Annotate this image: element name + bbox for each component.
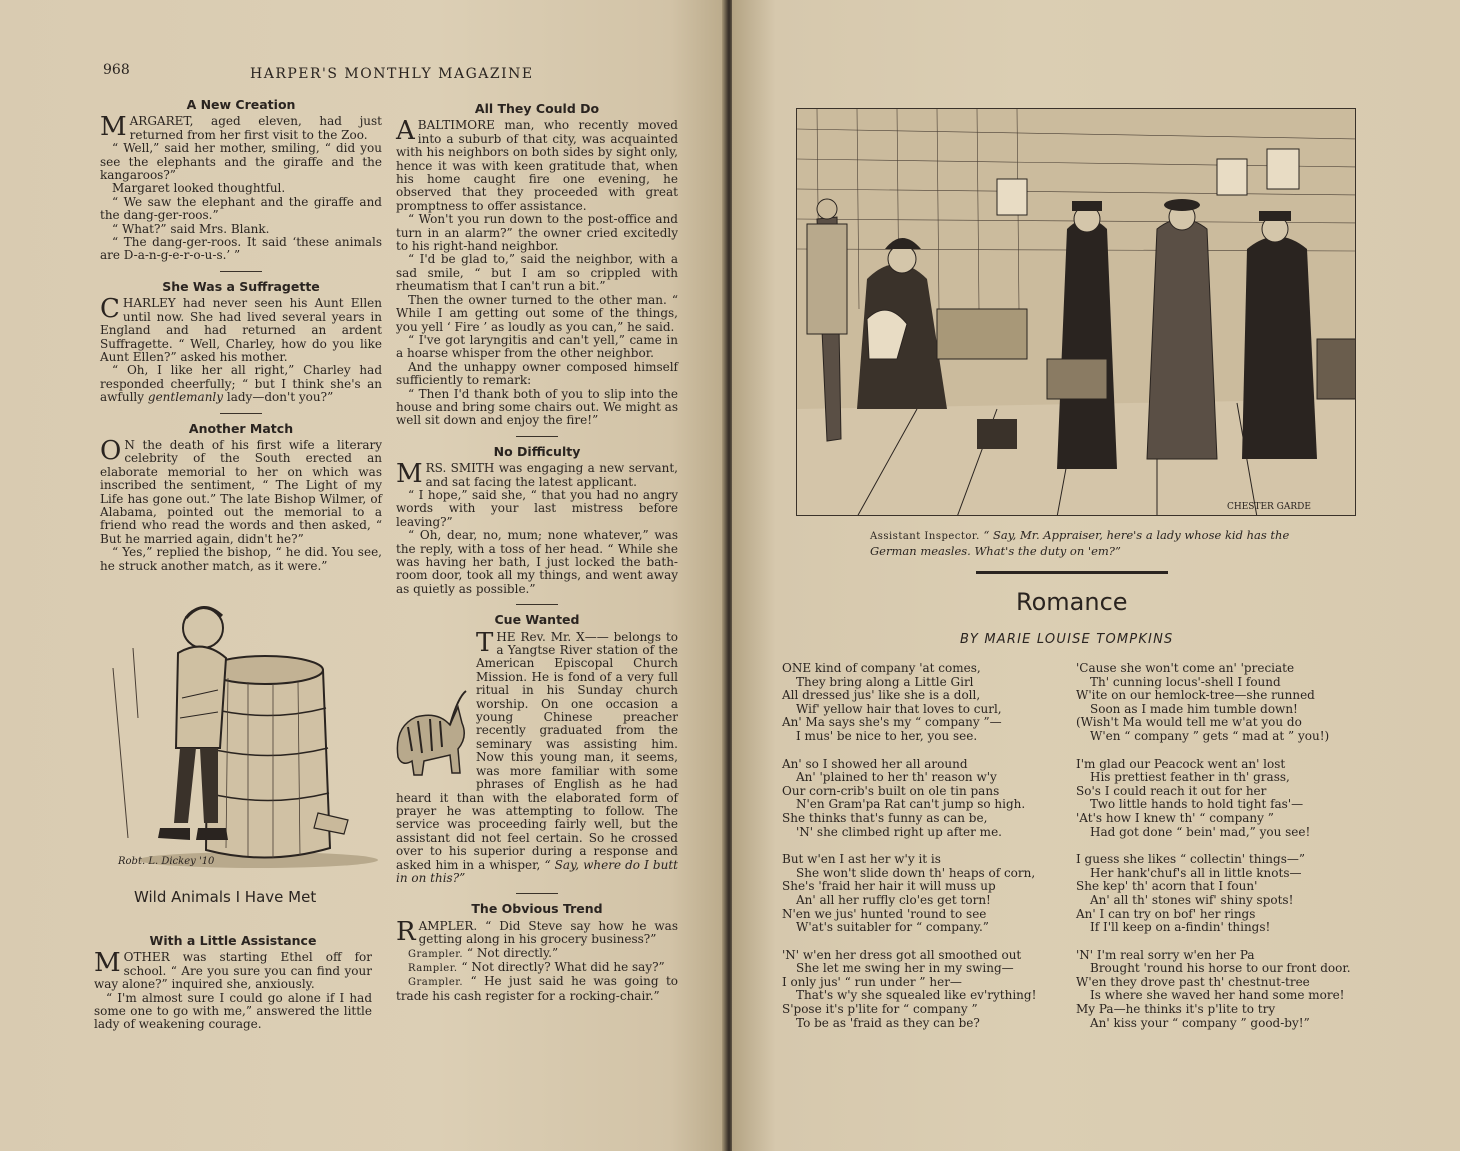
- speaker-name: Grampler.: [408, 977, 464, 989]
- paragraph: OTHER was starting Ethel off for school. “ Are you sure you can find your way alone?” inquired she, anxiously.: [94, 950, 372, 992]
- poem-line: ONE kind of company 'at comes,: [782, 661, 981, 675]
- poem-line: An' 'plained to her th' reason w'y: [796, 770, 997, 785]
- article-title: With a Little Assistance: [149, 933, 317, 948]
- poem-stanza: [1076, 949, 1356, 1031]
- drop-cap: R: [396, 916, 416, 947]
- poem-left-column: [782, 662, 1062, 1044]
- article-title: Another Match: [188, 420, 294, 436]
- paragraph: “ Oh, dear, no, mum; none whatever,” was the reply, with a toss of her head. “ While she was having her bath, I just locked the bath-room door, took all my things, and went away as quietly as possible.”: [396, 528, 678, 596]
- drop-cap: T: [476, 627, 494, 658]
- poem-line: She thinks that's funny as can be,: [782, 810, 988, 825]
- drop-cap: O: [100, 435, 122, 466]
- paragraph: HE Rev. Mr. X—— belongs to a Yangtse River station of the American Episcopal Church Mission. He is fond of a very full ritual in his Sunday church worship. On one occasion a young Chinese preacher recently graduated from the seminary was assisting him. Now this young man, it seems, was more familiar with some phrases of English as he had heard it than with the elaborated form of prayer he was attempting to follow. The service was proceeding fairly well, but the assistant did not feel certain. So he crossed over to his superior during a response and asked him in a whisper,: [396, 629, 678, 872]
- poem-line: That's w'y she squealed like ev'rything!: [796, 988, 1037, 1003]
- paragraph: “ Then I'd thank both of you to slip into the house and bring some chairs out. We might as well sit down and enjoy the fire!”: [396, 386, 678, 428]
- paragraph: Then the owner turned to the other man. “ While I am getting out some of the things, you yell ‘ Fire ’ as loudly as you can,” he said.: [396, 292, 678, 334]
- poem-line: An' all her ruffly clo'es get torn!: [796, 892, 991, 907]
- divider: [220, 413, 262, 414]
- section-rule: [976, 571, 1168, 574]
- poem-line: N'en we jus' hunted 'round to see: [782, 906, 987, 921]
- poem-line: W'ite on our hemlock-tree—she runned: [1076, 688, 1315, 703]
- article-title: Cue Wanted: [494, 612, 580, 628]
- page-number: 968: [103, 62, 130, 78]
- poem-line: So's I could reach it out for her: [1076, 783, 1267, 798]
- paragraph: BALTIMORE man, who recently moved into a suburb of that city, was acquainted with his neighbors on both sides by sight only, hence it was with keen gratitude that, when his home caught fire one evening, he observed that they proceeded with great promptness to offer assistance.: [396, 118, 678, 213]
- poem-right-column: [1076, 662, 1356, 1044]
- illustrator-signature: Robt. L. Dickey '10: [118, 856, 215, 867]
- masthead: HARPER'S MONTHLY MAGAZINE: [250, 66, 534, 82]
- paragraph: ARGARET, aged eleven, had just returned from her first visit to the Zoo.: [129, 114, 382, 142]
- poem-line: An' Ma says she's my “ company ”—: [782, 715, 1002, 730]
- poem-stanza: [1076, 758, 1356, 840]
- poem-stanza: [782, 949, 1062, 1031]
- dialogue: “ He just said he was going to trade his cash register for a rocking-chair.”: [396, 974, 678, 1003]
- illustration-caption: Wild Animals I Have Met: [134, 888, 317, 906]
- poem-stanza: [1076, 662, 1356, 744]
- poem-line: 'N' I'm real sorry w'en her Pa: [1076, 947, 1255, 962]
- paragraph: “ What?” said Mrs. Blank.: [112, 221, 270, 236]
- boy-barrel-illustration: [108, 598, 378, 883]
- paragraph: “ Won't you run down to the post-office and turn in an alarm?” the owner cried excitedly to his right-hand neighbor.: [396, 212, 678, 254]
- poem-line: Our corn-crib's built on ole tin pans: [782, 783, 1000, 798]
- poem-line: W'en they drove past th' chestnut-tree: [1076, 974, 1310, 989]
- poem-stanza: [782, 758, 1062, 840]
- divider: [516, 436, 558, 437]
- paragraph: “ Well,” said her mother, smiling, “ did you see the elephants and the giraffe and the kangaroos?”: [100, 141, 382, 183]
- cat-illustration: [388, 687, 472, 779]
- poem-line: Her hank'chuf's all in little knots—: [1090, 865, 1302, 880]
- poem-line: Had got done “ bein' mad,” you see!: [1090, 824, 1311, 839]
- speaker-name: Grampler.: [408, 948, 464, 960]
- poem-line: N'en Gram'pa Rat can't jump so high.: [796, 797, 1026, 812]
- poem-line: To be as 'fraid as they can be?: [796, 1015, 980, 1030]
- caption-speaker: Assistant Inspector.: [870, 531, 980, 542]
- left-column-bottom: [94, 928, 372, 1032]
- drop-cap: A: [396, 116, 415, 147]
- poem-line: W'at's suitabler for “ company.”: [796, 920, 989, 935]
- poem-line: She won't slide down th' heaps of corn,: [796, 865, 1036, 880]
- poem-line: Th' cunning locus'-shell I found: [1090, 674, 1281, 689]
- paragraph: “ I'd be glad to,” said the neighbor, with a sad smile, “ but I am so crippled with rheumatism that I can't run a bit.”: [396, 252, 678, 294]
- left-column-top: [100, 92, 382, 573]
- poem-line: I only jus' “ run under ” her—: [782, 974, 962, 989]
- speaker-name: Rampler.: [408, 962, 458, 974]
- poem-line: If I'll keep on a-findin' things!: [1090, 920, 1271, 935]
- poem-line: His prettiest feather in th' grass,: [1090, 770, 1290, 785]
- drop-cap: M: [100, 112, 127, 143]
- poem-stanza: [782, 853, 1062, 935]
- poem-line: W'en “ company ” gets “ mad at ” you!): [1090, 728, 1330, 743]
- poem-line: Is where she waved her hand some more!: [1090, 988, 1345, 1003]
- left-page: [0, 0, 728, 1151]
- poem-line: They bring along a Little Girl: [796, 674, 974, 689]
- paragraph: “ We saw the elephant and the giraffe and the dang-ger-roos.”: [100, 194, 382, 223]
- poem-line: 'N' she climbed right up after me.: [796, 824, 1002, 839]
- drop-cap: C: [100, 294, 120, 325]
- italic-quote: “ Say, where do I butt in on this?”: [396, 857, 678, 885]
- drop-cap: M: [94, 948, 121, 979]
- poem-line: I guess she likes “ collectin' things—”: [1076, 852, 1306, 867]
- paragraph: “ I'm almost sure I could go alone if I had some one to go with me,” answered the little lady of weakening courage.: [94, 990, 372, 1032]
- poem-line: She kep' th' acorn that I foun': [1076, 879, 1258, 894]
- paragraph: N the death of his first wife a literary celebrity of the South erected an elaborate memorial to her on which was inscribed the sentiment, “ The Light of my Life has gone out.” The late Bishop Wilmer, of Alabama, pointed out the memorial to a friend who read the words and then asked, “ But he married again, didn't he?”: [100, 437, 382, 546]
- paragraph: Margaret looked thoughtful.: [112, 181, 286, 196]
- poem-line: She let me swing her in my swing—: [796, 961, 1014, 976]
- customs-illustration: [796, 108, 1356, 516]
- poem-line: An' all th' stones wif' shiny spots!: [1090, 892, 1294, 907]
- paragraph: “ I hope,” said she, “ that you had no angry words with your last mistress before leaving?”: [396, 487, 678, 529]
- poem-line: Two little hands to hold tight fas'—: [1090, 797, 1304, 812]
- poem-line: She's 'fraid her hair it will muss up: [782, 879, 996, 894]
- poem-line: Wif' yellow hair that loves to curl,: [796, 701, 1002, 716]
- poem-line: (Wish't Ma would tell me w'at you do: [1076, 715, 1302, 730]
- right-page: [732, 0, 1460, 1151]
- paragraph-tail: lady—don't you?”: [226, 390, 334, 405]
- poem-line: But w'en I ast her w'y it is: [782, 852, 941, 867]
- poem-line: An' so I showed her all around: [782, 756, 968, 771]
- paragraph: “ I've got laryngitis and can't yell,” came in a hoarse whisper from the other neighbor.: [396, 332, 678, 361]
- poem-line: Soon as I made him tumble down!: [1090, 701, 1298, 716]
- paragraph: HARLEY had never seen his Aunt Ellen until now. She had lived several years in England and had returned an ardent Suffragette. “ Well, Charley, how do you like Aunt Ellen?” asked his mother.: [100, 296, 382, 364]
- illustrator-signature: CHESTER GARDE: [1227, 502, 1311, 512]
- poem-line: My Pa—he thinks it's p'lite to try: [1076, 1002, 1276, 1017]
- paragraph: AMPLER. “ Did Steve say how he was getting along in his grocery business?”: [418, 918, 678, 947]
- paragraph: “ Oh, I like her all right,” Charley had responded cheerfully; “ but I think she's an awfully: [100, 363, 382, 405]
- poem-line: 'N' w'en her dress got all smoothed out: [782, 947, 1022, 962]
- poem-line: Brought 'round his horse to our front door.: [1090, 961, 1351, 976]
- poem-stanza: [1076, 853, 1356, 935]
- article-title: No Difficulty: [493, 443, 581, 459]
- poem-line: 'Cause she won't come an' 'preciate: [1076, 661, 1295, 675]
- divider: [220, 271, 262, 272]
- poem-line: I mus' be nice to her, you see.: [796, 728, 978, 743]
- poem-line: All dressed jus' like she is a doll,: [782, 688, 981, 703]
- divider: [516, 893, 558, 894]
- poem-line: An' kiss your “ company ” good-by!”: [1090, 1015, 1310, 1030]
- right-column: [396, 96, 678, 1003]
- divider: [516, 604, 558, 605]
- illustration-caption: [870, 528, 1290, 558]
- caption-text: “ Say, Mr. Appraiser, here's a lady whose kid has the German measles. What's the duty on 'em?”: [870, 528, 1290, 558]
- article-title: A New Creation: [186, 97, 296, 112]
- paragraph: And the unhappy owner composed himself sufficiently to remark:: [396, 359, 678, 388]
- dialogue: “ Not directly.”: [466, 945, 559, 960]
- poem-line: 'At's how I knew th' “ company ”: [1076, 810, 1274, 825]
- italic-word: gentlemanly: [147, 390, 224, 405]
- poem-line: S'pose it's p'lite for “ company ”: [782, 1002, 978, 1017]
- article-title: She Was a Suffragette: [162, 278, 320, 294]
- dialogue: “ Not directly? What did he say?”: [461, 959, 665, 974]
- poem-line: An' I can try on bof' her rings: [1076, 906, 1256, 921]
- drop-cap: M: [396, 459, 423, 490]
- poem-byline: BY MARIE LOUISE TOMPKINS: [960, 632, 1174, 647]
- article-title: The Obvious Trend: [471, 901, 603, 917]
- poem-title: Romance: [1016, 588, 1128, 616]
- article-title: All They Could Do: [474, 101, 600, 116]
- poem-stanza: [782, 662, 1062, 744]
- paragraph: RS. SMITH was engaging a new servant, and sat facing the latest applicant.: [425, 461, 678, 489]
- paragraph: “ Yes,” replied the bishop, “ he did. You see, he struck another match, as it were.”: [100, 545, 382, 573]
- paragraph: “ The dang-ger-roos. It said ‘these animals are D-a-n-g-e-r-o-u-s.’ ”: [100, 235, 382, 263]
- poem-line: I'm glad our Peacock went an' lost: [1076, 756, 1286, 771]
